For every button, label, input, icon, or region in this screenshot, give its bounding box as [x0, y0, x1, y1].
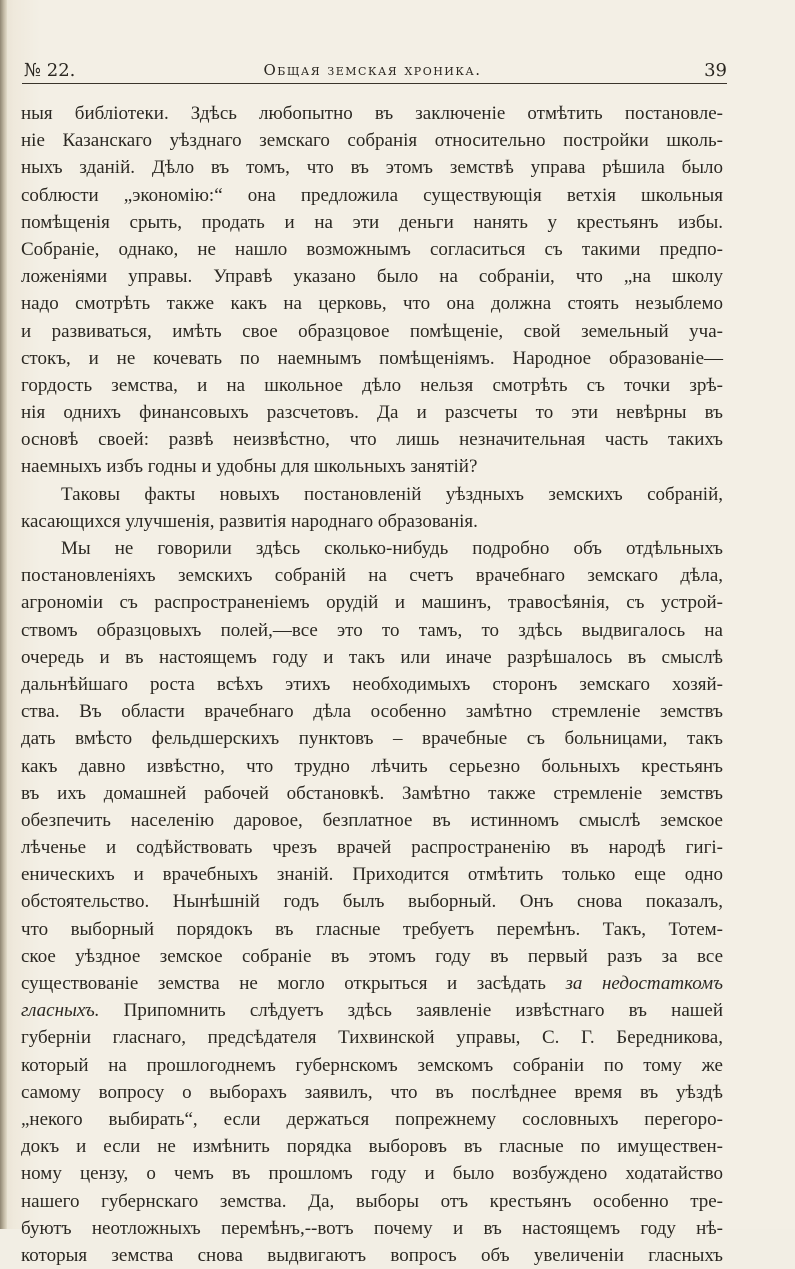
running-title: Общая земская хроника. [263, 61, 482, 79]
text-line: нія однихъ финансовыхъ разсчетовъ. Да и разсчеты то эти невѣрны въ [21, 402, 723, 424]
text-line: докъ и если не измѣнить порядка выборовъ въ гласные по имуществен- [21, 1136, 723, 1158]
italic-phrase: за недостаткомъ [565, 973, 723, 994]
text-line: Таковы факты новыхъ постановленій уѣздныхъ земскихъ собраній, [61, 483, 723, 505]
text-line: „некого выбирать“, если держаться попрежнему сословныхъ перегоро- [21, 1108, 723, 1130]
text-line: очередь и въ настоящемъ году и такъ или иначе разрѣшалось въ смыслѣ [21, 646, 723, 668]
text-line: дальнѣйшаго роста всѣхъ этихъ необходимыхъ сторонъ земскаго хозяй- [21, 673, 723, 695]
text-line-with-italic [21, 997, 723, 1024]
text-line: какъ давно извѣстно, что трудно лѣчить серьезно больныхъ крестьянъ [21, 755, 723, 777]
text-line: ствомъ образцовыхъ полей,—все это то тамъ, то здѣсь выдвигалось на [21, 619, 723, 641]
page-binding-edge [0, 0, 7, 1229]
text-line: которыя земства снова выдвигаютъ вопросъ объ увеличеніи гласныхъ [21, 1244, 723, 1266]
text-line: обстоятельство. Нынѣшній годъ былъ выборный. Онъ снова показалъ, [21, 891, 723, 913]
text-line-with-italic [21, 970, 723, 997]
text-line: который на прошлогоднемъ губернскомъ земскомъ собраніи по тому же [21, 1054, 723, 1076]
running-header [20, 58, 725, 84]
line-text: Припомнить слѣдуетъ здѣсь заявленіе извѣстнаго въ нашей [123, 1000, 723, 1022]
text-line: стокъ, и не кочевать по наемнымъ помѣщеніямъ. Народное образованіе— [21, 347, 723, 369]
text-line: соблюсти „экономію:“ она предложила существующія ветхія школьныя [21, 184, 723, 206]
italic-phrase: гласныхъ. [21, 1000, 100, 1022]
text-line: что выборный порядокъ въ гласные требуетъ перемѣнъ. Такъ, Тотем- [21, 918, 723, 940]
text-line: ское уѣздное земское собраніе въ этомъ году въ первый разъ за все [21, 945, 723, 967]
text-line: буютъ неотложныхъ перемѣнъ,--вотъ почему и въ настоящемъ году нѣ- [21, 1217, 723, 1239]
text-line: лѣченье и содѣйствовать чрезъ врачей распространенію въ народѣ гигі- [21, 837, 723, 859]
text-line: Мы не говорили здѣсь сколько-нибудь подробно объ отдѣльныхъ [61, 538, 723, 559]
issue-number: № 22. [24, 60, 76, 81]
text-line: Собраніе, однако, не нашло возможнымъ согласиться съ такими предпо- [21, 238, 723, 260]
text-line: дать вмѣсто фельдшерскихъ пунктовъ – врачебные съ больницами, такъ [21, 728, 723, 750]
text-line: ложеніями управы. Управѣ указано было на собраніи, что „на школу [21, 266, 723, 288]
text-line: ства. Въ области врачебнаго дѣла особенно замѣтно стремленіе земствъ [21, 701, 723, 723]
text-line: надо смотрѣть также какъ на церковь, что она должна стоять незыблемо [21, 293, 723, 315]
text-line: самому вопросу о выборахъ заявилъ, что въ послѣднее время въ уѣздѣ [21, 1081, 723, 1103]
text-line: наемныхъ избъ годны и удобны для школьныхъ занятій? [21, 456, 478, 478]
body-text [21, 100, 723, 1269]
header-rule [22, 83, 727, 84]
text-line: губерніи гласнаго, предсѣдателя Тихвинской управы, С. Г. Бередникова, [21, 1027, 723, 1049]
text-line: гордость земства, и на школьное дѣло нельзя смотрѣть съ точки зрѣ- [21, 374, 723, 396]
text-line: ныхъ зданій. Дѣло въ томъ, что въ этомъ земствѣ управа рѣшила было [21, 157, 723, 179]
text-line: нашего губернскаго земства. Да, выборы отъ крестьянъ особенно тре- [21, 1190, 723, 1212]
text-line: обезпечить населенію даровое, безплатное въ истинномъ смыслѣ земское [21, 809, 723, 831]
text-line: въ ихъ домашней рабочей обстановкѣ. Замѣтно также стремленіе земствъ [21, 782, 723, 804]
text-line: агрономіи съ распространеніемъ орудій и машинъ, травосѣянія, съ устрой- [21, 592, 723, 614]
text-line: еническихъ и врачебныхъ знаній. Приходится отмѣтить только еще одно [21, 864, 723, 886]
text-line: основѣ своей: развѣ неизвѣстно, что лишь незначительная часть такихъ [21, 429, 723, 451]
text-line: ніе Казанскаго уѣзднаго земскаго собранія относительно постройки школь- [21, 130, 723, 152]
page-number: 39 [704, 60, 727, 81]
text-line: касающихся улучшенія, развитія народнаго образованія. [21, 510, 478, 532]
text-line: ному цензу, о чемъ въ прошломъ году и было возбуждено ходатайство [21, 1163, 723, 1185]
line-text: существованіе земства не могло открыться и засѣдать [21, 973, 546, 994]
text-line: постановленіяхъ земскихъ собраній на счетъ врачебнаго земскаго дѣла, [21, 565, 723, 587]
text-line: ныя библіотеки. Здѣсь любопытно въ заключеніе отмѣтить постановле- [21, 103, 723, 124]
text-line: помѣщенія срыть, продать и на эти деньги нанять у крестьянъ избы. [21, 211, 723, 233]
text-line: и развиваться, имѣть свое образцовое помѣщеніе, свой земельный уча- [21, 320, 723, 342]
